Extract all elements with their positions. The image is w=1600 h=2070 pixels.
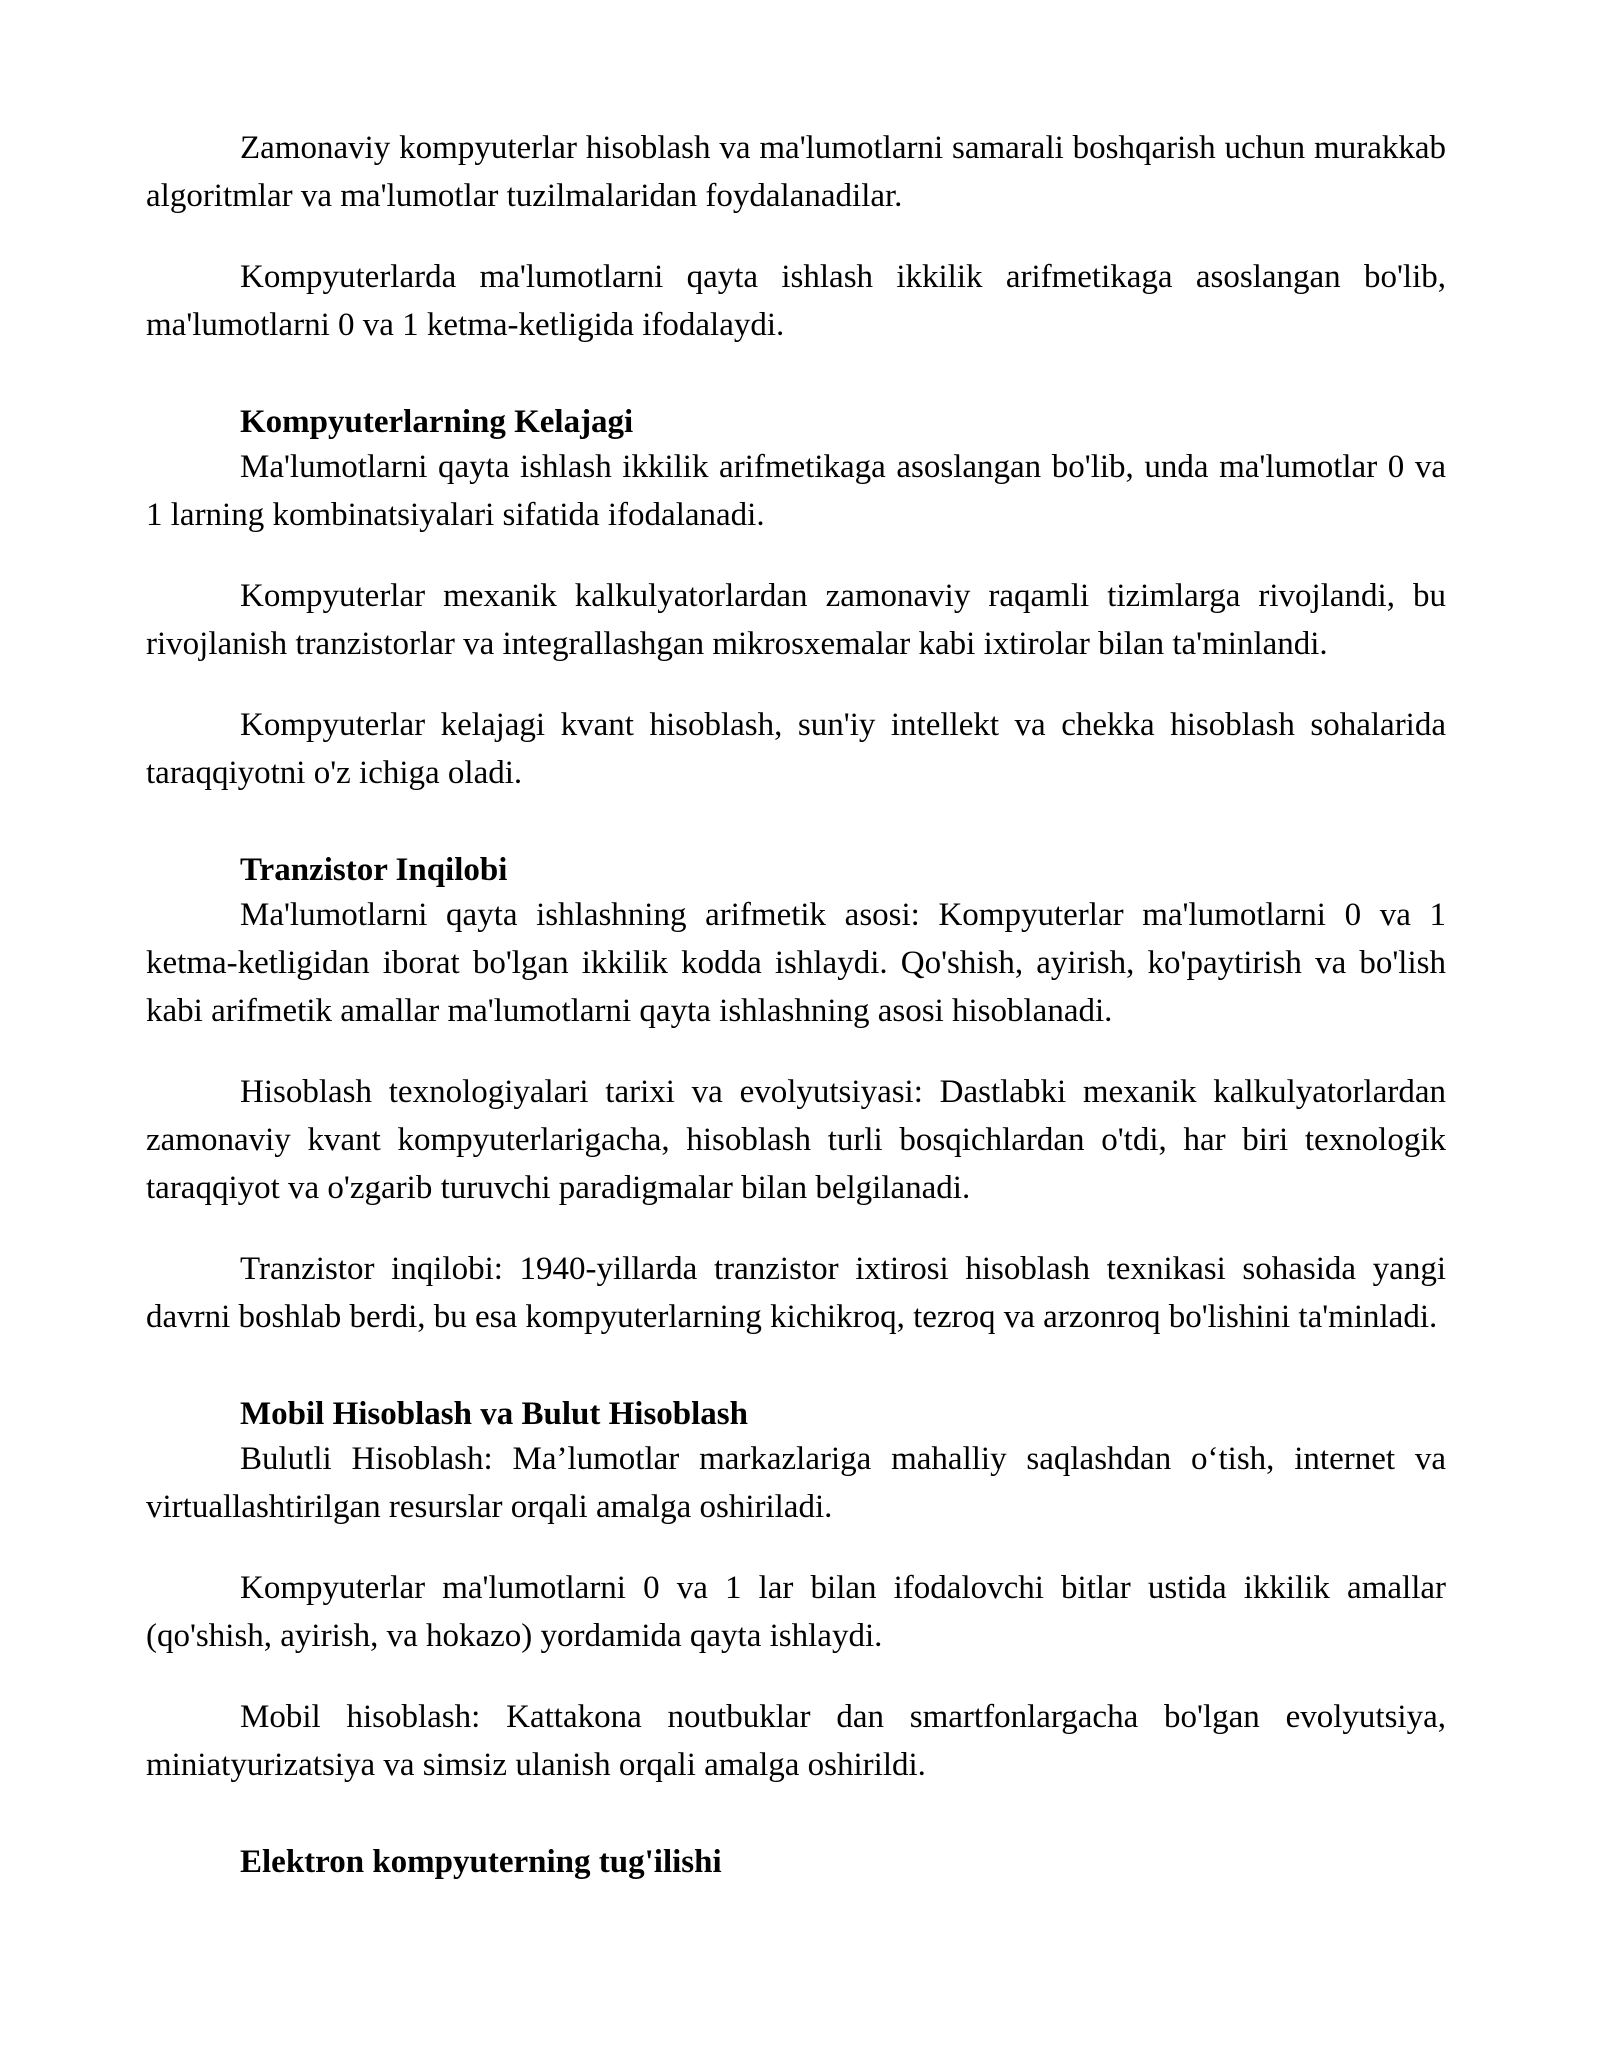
document-page bbox=[146, 124, 1446, 1883]
section-heading: Tranzistor Inqilobi bbox=[240, 852, 508, 888]
paragraph: Kompyuterlarda ma'lumotlarni qayta ishlash ikkilik arifmetikaga asoslangan bo'lib, ma'lumotlarni 0 va 1 ketma-ketligida ifodalaydi. bbox=[146, 259, 1446, 343]
section-heading: Mobil Hisoblash va Bulut Hisoblash bbox=[240, 1396, 749, 1432]
section-heading: Kompyuterlarning Kelajagi bbox=[240, 404, 634, 440]
section-heading: Elektron kompyuterning tug'ilishi bbox=[240, 1844, 722, 1880]
paragraph: Ma'lumotlarni qayta ishlashning arifmetik asosi: Kompyuterlar ma'lumotlarni 0 va 1 ketma-ketligidan iborat bo'lgan ikkilik kodda ishlaydi. Qo'shish, ayirish, ko'paytirish va bo'lish kabi arifmetik amallar ma'lumotlarni qayta ishlashning asosi hisoblanadi. bbox=[146, 897, 1446, 1029]
paragraph: Mobil hisoblash: Kattakona noutbuklar dan smartfonlargacha bo'lgan evolyutsiya, miniatyurizatsiya va simsiz ulanish orqali amalga oshirildi. bbox=[146, 1699, 1446, 1783]
paragraph: Tranzistor inqilobi: 1940-yillarda tranzistor ixtirosi hisoblash texnikasi sohasida yangi davrni boshlab berdi, bu esa kompyuterlarning kichikroq, tezroq va arzonroq bo'lishini ta'minladi. bbox=[146, 1251, 1446, 1335]
paragraph: Hisoblash texnologiyalari tarixi va evolyutsiyasi: Dastlabki mexanik kalkulyatorlardan zamonaviy kvant kompyuterlarigacha, hisoblash turli bosqichlardan o'tdi, har biri texnologik taraqqiyot va o'zgarib turuvchi paradigmalar bilan belgilanadi. bbox=[146, 1074, 1446, 1206]
paragraph: Kompyuterlar ma'lumotlarni 0 va 1 lar bilan ifodalovchi bitlar ustida ikkilik amallar (qo'shish, ayirish, va hokazo) yordamida qayta ishlaydi. bbox=[146, 1570, 1446, 1654]
paragraph: Ma'lumotlarni qayta ishlash ikkilik arifmetikaga asoslangan bo'lib, unda ma'lumotlar 0 va 1 larning kombinatsiyalari sifatida ifodalanadi. bbox=[146, 449, 1446, 533]
paragraph: Zamonaviy kompyuterlar hisoblash va ma'lumotlarni samarali boshqarish uchun murakkab algoritmlar va ma'lumotlar tuzilmalaridan foydalanadilar. bbox=[146, 130, 1446, 214]
paragraph: Bulutli Hisoblash: Ma’lumotlar markazlariga mahalliy saqlashdan o‘tish, internet va virtuallashtirilgan resurslar orqali amalga oshiriladi. bbox=[146, 1441, 1446, 1525]
paragraph: Kompyuterlar kelajagi kvant hisoblash, sun'iy intellekt va chekka hisoblash sohalarida taraqqiyotni o'z ichiga oladi. bbox=[146, 707, 1446, 791]
paragraph: Kompyuterlar mexanik kalkulyatorlardan zamonaviy raqamli tizimlarga rivojlandi, bu rivojlanish tranzistorlar va integrallashgan mikrosxemalar kabi ixtirolar bilan ta'minlandi. bbox=[146, 578, 1446, 662]
